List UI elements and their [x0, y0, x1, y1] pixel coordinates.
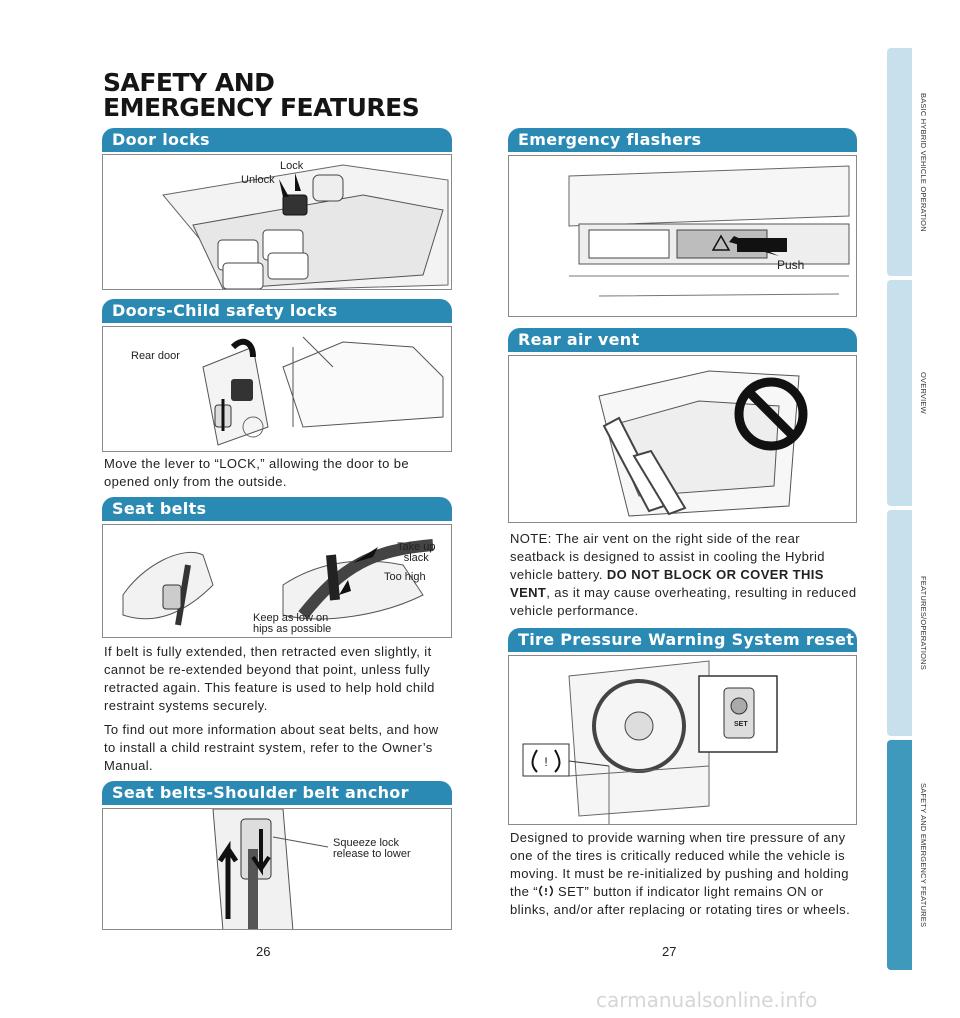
- child-locks-heading: Doors-Child safety locks: [102, 299, 452, 323]
- shoulder-anchor-image: [102, 808, 452, 930]
- side-tab-features-operations-label: FEATURES/OPERATIONS: [919, 576, 928, 670]
- page-number-right: 27: [662, 944, 677, 959]
- tpws-heading: Tire Pressure Warning System reset: [508, 628, 857, 652]
- svg-text:!: !: [544, 755, 548, 769]
- side-tab-basic-hybrid-label: BASIC HYBRID VEHICLE OPERATION: [919, 92, 928, 232]
- tpws-text-post: SET” button if indicator light remains ON or blinks, and/or after replacing or rotating tires or wheels.: [510, 884, 851, 917]
- page-title-line1: SAFETY AND: [103, 68, 275, 97]
- unlock-label: Unlock: [241, 174, 275, 186]
- rear-door-label: Rear door: [131, 350, 180, 362]
- page-title: [103, 70, 419, 120]
- flashers-image: [508, 155, 857, 317]
- child-locks-image: [102, 326, 452, 452]
- seat-belts-paragraph-1: If belt is fully extended, then retracted even slightly, it cannot be re-extended beyond that point, unless fully retracted again. This feature is used to help hold child restraint systems securely.: [104, 644, 435, 713]
- side-tab-overview-label: OVERVIEW: [919, 372, 928, 414]
- page-number-left: 26: [256, 944, 271, 959]
- watermark: carmanualsonline.info: [596, 988, 818, 1012]
- tpws-image: [508, 655, 857, 825]
- child-locks-text: [104, 455, 452, 497]
- push-label: Push: [777, 258, 805, 272]
- lock-label: Lock: [280, 160, 304, 172]
- note-warning: DO NOT BLOCK OR COVER THIS VENT: [510, 567, 824, 600]
- shoulder-anchor-heading: Seat belts-Shoulder belt anchor: [102, 781, 452, 805]
- page-title-line2: EMERGENCY FEATURES: [103, 93, 420, 122]
- tpws-warning-icon: [538, 884, 554, 896]
- too-high-label: Too high: [384, 571, 426, 583]
- seat-belts-text: [104, 643, 454, 781]
- child-locks-paragraph: Move the lever to “LOCK,” allowing the door to be opened only from the outside.: [104, 456, 410, 489]
- tpws-text-pre: Designed to provide warning when tire pressure of any one of the tires is critically reduced while the vehicle is moving. It must be re-initialized by pushing and holding the “: [510, 830, 849, 899]
- keep-low-label: Keep as low on hips as possible: [253, 612, 332, 635]
- rear-vent-note: [510, 530, 857, 620]
- seat-belts-paragraph-2: To find out more information about seat belts, and how to install a child restraint system, refer to the Owner’s Manual.: [104, 722, 439, 773]
- tpws-set-button-label: SET: [734, 721, 748, 728]
- side-tab-safety-emergency-label: SAFETY AND EMERGENCY FEATURES: [919, 782, 928, 928]
- tpws-text: [510, 829, 857, 919]
- flashers-heading: Emergency flashers: [508, 128, 857, 152]
- door-locks-heading: Door locks: [102, 128, 452, 152]
- seat-belts-heading: Seat belts: [102, 497, 452, 521]
- rear-vent-heading: Rear air vent: [508, 328, 857, 352]
- note-prefix: NOTE: The air vent on the right side of the rear seatback is designed to assist in cooling the Hybrid vehicle battery.: [510, 531, 825, 582]
- note-suffix: , as it may cause overheating, resulting in reduced vehicle performance.: [510, 585, 857, 618]
- take-up-slack-label: Take up slack: [397, 541, 436, 564]
- squeeze-lock-label: Squeeze lock release to lower: [333, 837, 411, 860]
- rear-vent-image: [508, 355, 857, 523]
- door-locks-image: [102, 154, 452, 290]
- seat-belts-image: [102, 524, 452, 638]
